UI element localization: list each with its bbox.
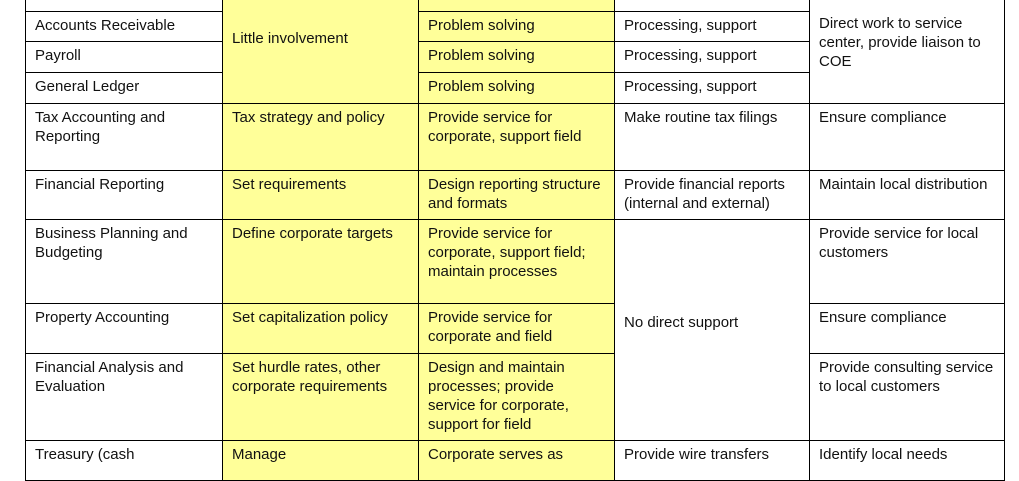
table-row: [26, 220, 1005, 304]
coe-cell: [419, 0, 615, 12]
table-row: [26, 171, 1005, 220]
table-row: [26, 304, 1005, 354]
field-cell: Make routine tax filings: [615, 104, 810, 171]
coe-cell: Problem solving: [419, 42, 615, 73]
local-cell: Direct work to service center, provide liaison to COE: [810, 0, 1005, 104]
local-cell: Identify local needs: [810, 441, 1005, 481]
responsibility-table: [25, 0, 1005, 481]
coe-cell: Problem solving: [419, 12, 615, 42]
function-cell: [26, 0, 223, 12]
field-cell: Provide wire transfers: [615, 441, 810, 481]
coe-cell: Design and maintain processes; provide service for corporate, support for field: [419, 354, 615, 441]
coe-cell: Provide service for corporate and field: [419, 304, 615, 354]
function-cell: Business Planning and Budgeting: [26, 220, 223, 304]
function-cell: Financial Analysis and Evaluation: [26, 354, 223, 441]
field-cell: Provide financial reports (internal and external): [615, 171, 810, 220]
local-cell: Ensure compliance: [810, 304, 1005, 354]
local-cell: Provide consulting service to local customers: [810, 354, 1005, 441]
coe-cell: Corporate serves as: [419, 441, 615, 481]
coe-cell: Problem solving: [419, 73, 615, 104]
field-cell: No direct support: [615, 220, 810, 441]
table-row: [26, 354, 1005, 441]
corporate-cell: Set requirements: [223, 171, 419, 220]
corporate-cell: Tax strategy and policy: [223, 104, 419, 171]
local-cell: Ensure compliance: [810, 104, 1005, 171]
function-cell: General Ledger: [26, 73, 223, 104]
field-cell: Processing, support: [615, 42, 810, 73]
function-cell: Accounts Receivable: [26, 12, 223, 42]
table-row: [26, 104, 1005, 171]
function-cell: Tax Accounting and Reporting: [26, 104, 223, 171]
corporate-cell: Define corporate targets: [223, 220, 419, 304]
corporate-cell: Little involvement: [223, 0, 419, 104]
local-cell: Maintain local distribution: [810, 171, 1005, 220]
corporate-cell: Manage: [223, 441, 419, 481]
coe-cell: Design reporting structure and formats: [419, 171, 615, 220]
coe-cell: Provide service for corporate, support field; maintain processes: [419, 220, 615, 304]
function-cell: Treasury (cash: [26, 441, 223, 481]
table-row: [26, 0, 1005, 12]
function-cell: Payroll: [26, 42, 223, 73]
field-cell: Processing, support: [615, 12, 810, 42]
function-cell: Property Accounting: [26, 304, 223, 354]
table-row: [26, 441, 1005, 481]
coe-cell: Provide service for corporate, support field: [419, 104, 615, 171]
corporate-cell: Set capitalization policy: [223, 304, 419, 354]
field-cell: Processing, support: [615, 73, 810, 104]
local-cell: Provide service for local customers: [810, 220, 1005, 304]
field-cell: [615, 0, 810, 12]
function-cell: Financial Reporting: [26, 171, 223, 220]
corporate-cell: Set hurdle rates, other corporate requirements: [223, 354, 419, 441]
